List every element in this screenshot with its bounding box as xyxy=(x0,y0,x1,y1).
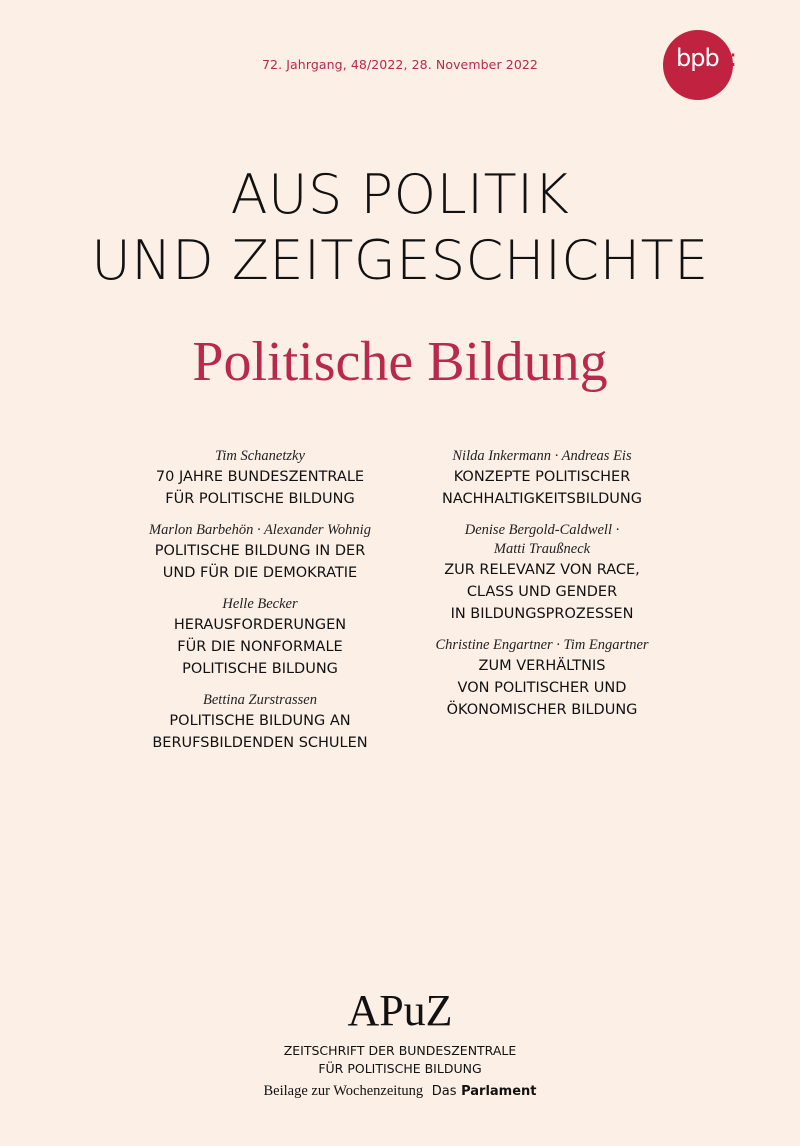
newspaper-name: Parlament xyxy=(461,1084,537,1099)
newspaper-prefix: Das xyxy=(431,1084,457,1099)
article-title-line: VON POLITISCHER UND xyxy=(457,680,627,696)
magazine-title-line2: UND ZEITGESCHICHTE xyxy=(91,229,709,292)
article-author: Matti Traußneck xyxy=(493,541,591,557)
supplement-text: Beilage zur Wochenzeitung xyxy=(263,1083,424,1099)
article-entry xyxy=(412,521,672,625)
articles-right-column xyxy=(412,447,672,732)
article-title-line: POLITISCHE BILDUNG IN DER xyxy=(154,543,366,559)
article-entry xyxy=(412,636,672,721)
article-entry xyxy=(130,595,390,680)
article-author: Helle Becker xyxy=(222,596,298,612)
issue-theme: Politische Bildung xyxy=(192,331,608,393)
article-title-line: ZUM VERHÄLTNIS xyxy=(478,658,606,674)
article-title-line: ÖKONOMISCHER BILDUNG xyxy=(446,702,638,718)
article-title-line: ZUR RELEVANZ VON RACE, xyxy=(444,562,640,578)
article-title-line: POLITISCHE BILDUNG xyxy=(182,661,338,677)
article-entry xyxy=(130,447,390,510)
article-author: Christine Engartner · Tim Engartner xyxy=(435,637,649,653)
article-title-line: 70 JAHRE BUNDESZENTRALE xyxy=(155,469,365,485)
article-title-line: FÜR POLITISCHE BILDUNG xyxy=(165,491,355,507)
article-title-line: BERUFSBILDENDEN SCHULEN xyxy=(152,735,368,751)
article-entry xyxy=(412,447,672,510)
article-title-line: FÜR DIE NONFORMALE xyxy=(177,639,343,655)
article-entry xyxy=(130,691,390,754)
apuz-wordmark: APuZ xyxy=(347,986,453,1035)
magazine-title-line1: AUS POLITIK xyxy=(230,163,570,226)
article-title-line: CLASS UND GENDER xyxy=(466,584,618,600)
article-author: Denise Bergold-Caldwell · xyxy=(464,522,620,538)
article-title-line: HERAUSFORDERUNGEN xyxy=(173,617,347,633)
articles-left-column xyxy=(130,447,390,765)
article-title-line: KONZEPTE POLITISCHER xyxy=(453,469,631,485)
article-title-line: POLITISCHE BILDUNG AN xyxy=(169,713,351,729)
publisher-line1: ZEITSCHRIFT DER BUNDESZENTRALE xyxy=(283,1043,517,1058)
article-title-line: NACHHALTIGKEITSBILDUNG xyxy=(442,491,642,507)
article-title-line: IN BILDUNGSPROZESSEN xyxy=(450,606,634,622)
article-author: Nilda Inkermann · Andreas Eis xyxy=(452,448,632,464)
bpb-logo-colon: : xyxy=(729,44,738,72)
publisher-line2: FÜR POLITISCHE BILDUNG xyxy=(318,1061,482,1076)
issue-info: 72. Jahrgang, 48/2022, 28. November 2022 xyxy=(262,57,538,72)
article-entry xyxy=(130,521,390,584)
article-title-line: UND FÜR DIE DEMOKRATIE xyxy=(162,565,358,581)
article-author: Marlon Barbehön · Alexander Wohnig xyxy=(149,522,371,538)
bpb-logo-text: bpb xyxy=(676,44,719,72)
supplement-note xyxy=(0,1083,800,1100)
article-author: Bettina Zurstrassen xyxy=(203,692,317,708)
article-author: Tim Schanetzky xyxy=(215,448,305,464)
